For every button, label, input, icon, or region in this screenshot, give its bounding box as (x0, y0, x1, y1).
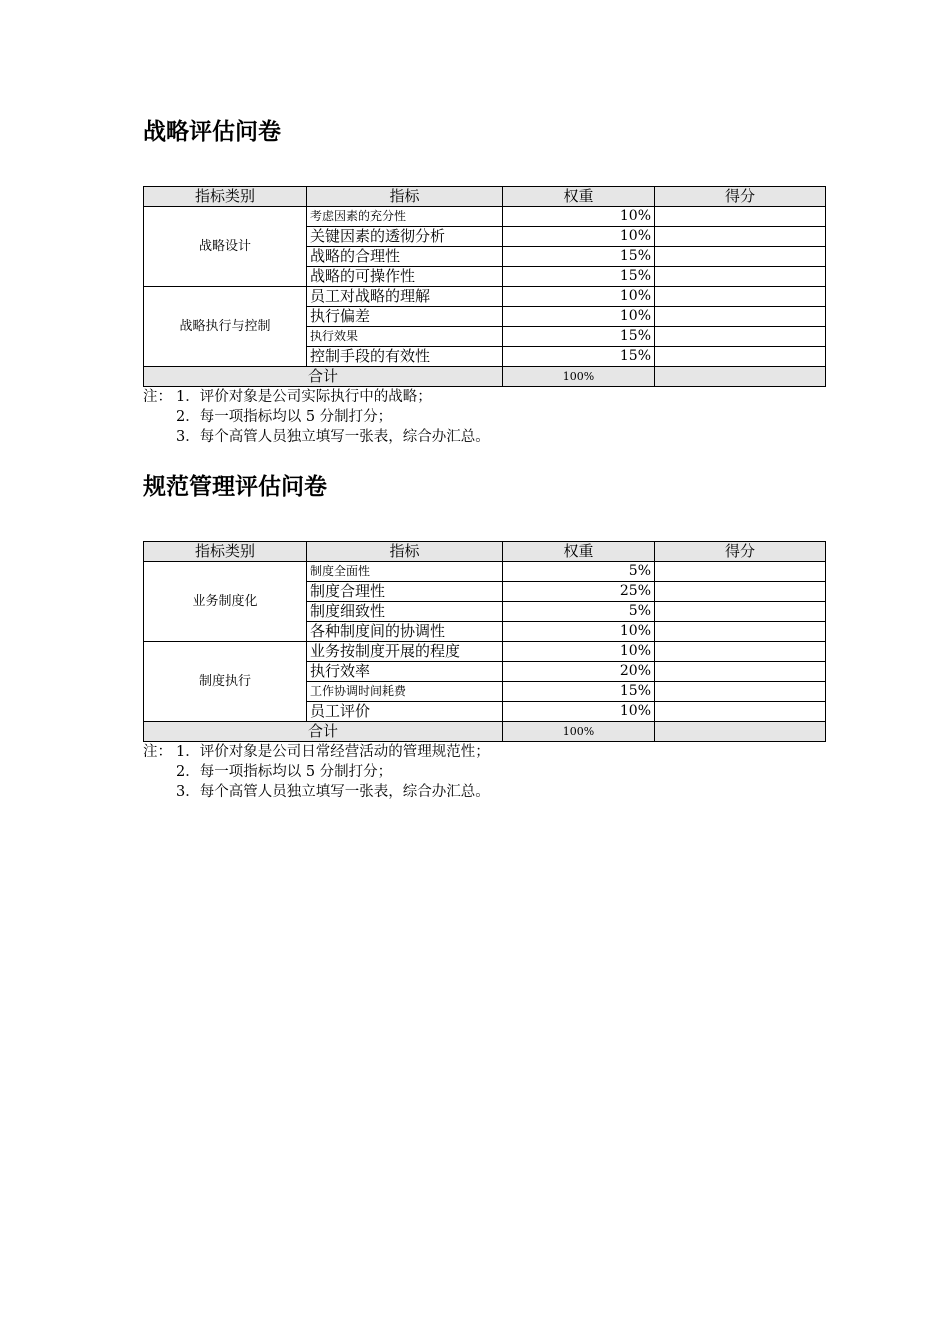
management-table (143, 541, 826, 742)
note-line (143, 782, 490, 802)
score-cell[interactable] (655, 307, 826, 327)
weight-cell: 15% (503, 247, 655, 267)
score-cell[interactable] (655, 347, 826, 367)
table-row (144, 642, 826, 662)
indicator-cell: 执行偏差 (307, 307, 503, 327)
indicator-cell: 员工评价 (307, 702, 503, 722)
note-text: 2．每一项指标均以 5 分制打分； (176, 764, 393, 780)
section-title: 规范管理评估问卷 (143, 474, 327, 500)
indicator-cell: 制度全面性 (307, 562, 503, 582)
weight-cell: 10% (503, 207, 655, 227)
indicator-cell: 执行效果 (307, 327, 503, 347)
weight-cell: 5% (503, 562, 655, 582)
header-indicator: 指标 (307, 542, 503, 562)
weight-cell: 15% (503, 347, 655, 367)
note-prefix: 注： (143, 744, 172, 760)
total-label: 合计 (144, 367, 503, 387)
indicator-cell: 执行效率 (307, 662, 503, 682)
total-score[interactable] (655, 367, 826, 387)
management-section (143, 472, 825, 800)
notes (143, 387, 490, 447)
score-cell[interactable] (655, 682, 826, 702)
score-cell[interactable] (655, 582, 826, 602)
weight-cell: 10% (503, 622, 655, 642)
header-weight: 权重 (503, 542, 655, 562)
indicator-cell: 战略的可操作性 (307, 267, 503, 287)
score-cell[interactable] (655, 602, 826, 622)
total-row (144, 722, 826, 742)
indicator-cell: 考虑因素的充分性 (307, 207, 503, 227)
score-cell[interactable] (655, 247, 826, 267)
weight-cell: 20% (503, 662, 655, 682)
indicator-cell: 制度细致性 (307, 602, 503, 622)
note-prefix: 注： (143, 389, 172, 405)
total-weight: 100% (503, 722, 655, 742)
notes (143, 742, 490, 802)
indicator-cell: 业务按制度开展的程度 (307, 642, 503, 662)
indicator-cell: 制度合理性 (307, 582, 503, 602)
header-indicator: 指标 (307, 187, 503, 207)
score-cell[interactable] (655, 227, 826, 247)
note-line (143, 427, 490, 447)
total-weight: 100% (503, 367, 655, 387)
category-cell: 制度执行 (144, 642, 307, 722)
note-line (143, 742, 490, 762)
note-line (143, 762, 490, 782)
table-row (144, 562, 826, 582)
note-text: 2．每一项指标均以 5 分制打分； (176, 409, 393, 425)
indicator-cell: 关键因素的透彻分析 (307, 227, 503, 247)
weight-cell: 10% (503, 702, 655, 722)
total-row (144, 367, 826, 387)
score-cell[interactable] (655, 642, 826, 662)
weight-cell: 10% (503, 642, 655, 662)
note-line (143, 407, 490, 427)
header-category: 指标类别 (144, 187, 307, 207)
weight-cell: 5% (503, 602, 655, 622)
weight-cell: 10% (503, 307, 655, 327)
weight-cell: 15% (503, 327, 655, 347)
weight-cell: 10% (503, 287, 655, 307)
strategy-section (143, 117, 825, 445)
note-text: 1．评价对象是公司日常经营活动的管理规范性； (176, 744, 490, 760)
header-weight: 权重 (503, 187, 655, 207)
table-row (144, 287, 826, 307)
score-cell[interactable] (655, 702, 826, 722)
score-cell[interactable] (655, 207, 826, 227)
header-score: 得分 (655, 187, 826, 207)
note-text: 1．评价对象是公司实际执行中的战略； (176, 389, 432, 405)
section-title: 战略评估问卷 (143, 119, 281, 145)
header-category: 指标类别 (144, 542, 307, 562)
score-cell[interactable] (655, 287, 826, 307)
table-row (144, 207, 826, 227)
weight-cell: 25% (503, 582, 655, 602)
note-text: 3．每个高管人员独立填写一张表，综合办汇总。 (176, 429, 490, 445)
table-header-row (144, 542, 826, 562)
indicator-cell: 战略的合理性 (307, 247, 503, 267)
score-cell[interactable] (655, 662, 826, 682)
weight-cell: 15% (503, 267, 655, 287)
strategy-table (143, 186, 826, 387)
indicator-cell: 各种制度间的协调性 (307, 622, 503, 642)
header-score: 得分 (655, 542, 826, 562)
total-label: 合计 (144, 722, 503, 742)
total-score[interactable] (655, 722, 826, 742)
indicator-cell: 控制手段的有效性 (307, 347, 503, 367)
note-text: 3．每个高管人员独立填写一张表，综合办汇总。 (176, 784, 490, 800)
score-cell[interactable] (655, 562, 826, 582)
category-cell: 业务制度化 (144, 562, 307, 642)
category-cell: 战略执行与控制 (144, 287, 307, 367)
note-line (143, 387, 490, 407)
table-header-row (144, 187, 826, 207)
indicator-cell: 工作协调时间耗费 (307, 682, 503, 702)
score-cell[interactable] (655, 327, 826, 347)
weight-cell: 15% (503, 682, 655, 702)
indicator-cell: 员工对战略的理解 (307, 287, 503, 307)
category-cell: 战略设计 (144, 207, 307, 287)
score-cell[interactable] (655, 267, 826, 287)
weight-cell: 10% (503, 227, 655, 247)
score-cell[interactable] (655, 622, 826, 642)
